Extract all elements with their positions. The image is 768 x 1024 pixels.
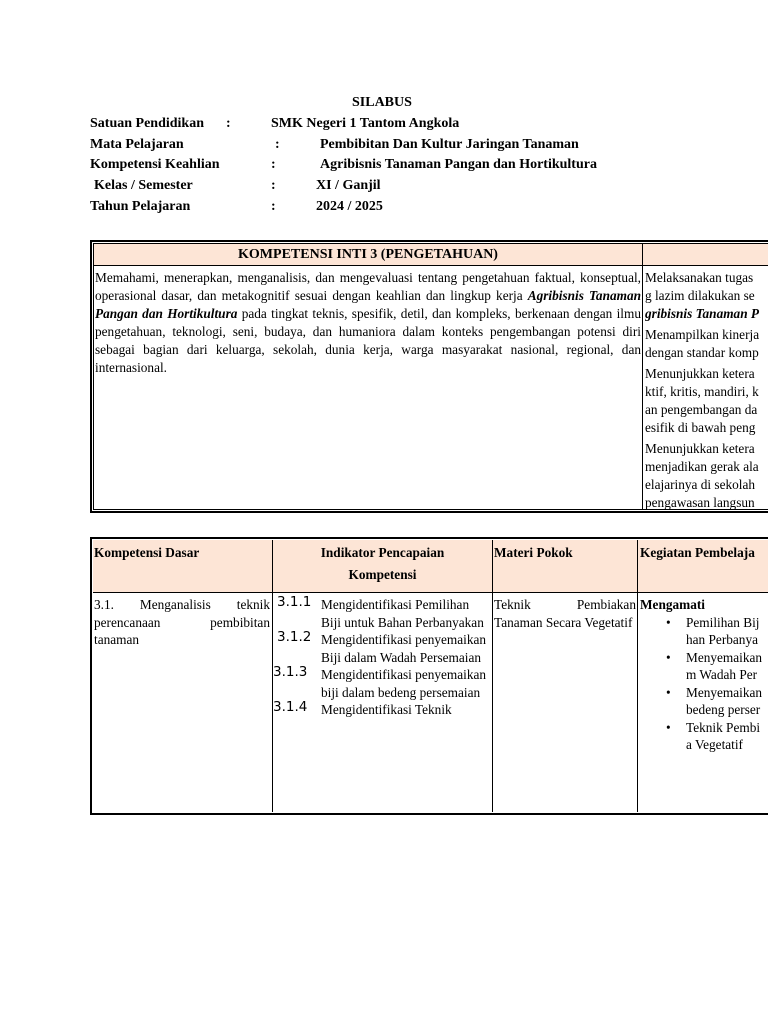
kegiatan-item-line: a Vegetatif: [686, 737, 743, 752]
meta-label: Satuan Pendidikan: [90, 116, 204, 131]
meta-label: Kelas / Semester: [94, 178, 193, 193]
document-title: SILABUS: [352, 95, 412, 110]
kegiatan-title: Mengamati: [640, 597, 705, 612]
ki3-header: [94, 244, 642, 266]
ki4-line: g lazim dilakukan se: [645, 288, 755, 303]
indicator-item: [273, 701, 492, 719]
kegiatan-item-line: bedeng perser: [686, 702, 761, 717]
meta-value: 2024 / 2025: [316, 199, 383, 214]
meta-value: SMK Negeri 1 Tantom Angkola: [271, 116, 460, 131]
kegiatan-item: [686, 719, 768, 754]
kegiatan-list: [658, 614, 768, 754]
meta-sep: :: [271, 199, 276, 214]
meta-sep: :: [226, 116, 231, 131]
ki4-paragraph: [645, 365, 768, 437]
ki4-header: [643, 244, 768, 266]
ki4-line-emphasis: gribisnis Tanaman P: [645, 306, 760, 321]
indicator-number: 3.1.2: [277, 629, 312, 645]
ki4-paragraph: [645, 326, 768, 362]
kd-cell-materi: Teknik Pembiakan Tanaman Secara Vegetatif: [494, 597, 636, 630]
indicator-item: [273, 631, 492, 666]
meta-label: Tahun Pelajaran: [90, 199, 191, 214]
meta-sep: :: [275, 137, 280, 152]
kegiatan-item-line: m Wadah Per: [686, 667, 758, 682]
kd-cell-kompetensi-dasar: 3.1. Menganalisis teknik perencanaan pembibitan tanaman: [94, 597, 270, 647]
kegiatan-item: [686, 684, 768, 719]
ki4-line: elajarinya di sekolah: [645, 477, 756, 492]
kd-header-indikator: [273, 542, 492, 586]
ki-column-divider: [642, 244, 643, 509]
ki4-body: [645, 269, 768, 515]
kd-cell-kegiatan: [640, 596, 768, 754]
kegiatan-item-line: Pemilihan Bij: [686, 614, 760, 630]
ki4-line: an pengembangan da: [645, 402, 758, 417]
meta-sep: :: [271, 178, 276, 193]
ki4-line: Menunjukkan ketera: [645, 366, 755, 381]
kegiatan-item-line: han Perbanya: [686, 632, 758, 647]
ki4-line: menjadikan gerak ala: [645, 459, 759, 474]
kd-cell-indikator: [273, 596, 492, 719]
ki3-text-b: pada tingkat teknis, spesifik, detil, dan kompleks, berkenaan dengan ilmu pengetahuan, teknologi, seni, budaya, dan humaniora dalam konteks pengembangan potensi diri sebagai bagian dari keluarga, sekolah, dunia kerja, warga masyarakat nasional, regional, dan internasional.: [95, 306, 641, 375]
indicator-item: [273, 596, 492, 631]
ki4-line: esifik di bawah peng: [645, 420, 756, 435]
indicator-number: 3.1.3: [273, 664, 308, 680]
kd-header-kegiatan: Kegiatan Pembelaja: [640, 545, 755, 560]
kd-column-divider: [492, 540, 493, 812]
ki3-text-a: Memahami, menerapkan, menganalisis, dan mengevaluasi tentang pengetahuan faktual, konseptual, operasional dasar, dan metakognitif sesuai dengan keahlian dan lingkup kerja: [95, 270, 641, 303]
ki4-line: Menunjukkan ketera: [645, 441, 755, 456]
kegiatan-item-line: Menyemaikan: [686, 649, 763, 665]
kegiatan-item-line: Menyemaikan: [686, 684, 763, 700]
meta-value: XI / Ganjil: [316, 178, 381, 193]
ki4-paragraph: [645, 269, 768, 323]
kd-header-indikator-line2: Kompetensi: [348, 567, 417, 582]
ki4-line: Melaksanakan tugas: [645, 270, 754, 285]
kd-header-indikator-line1: Indikator Pencapaian: [320, 545, 445, 560]
ki4-line: Menampilkan kinerja: [645, 327, 760, 342]
kegiatan-item: [686, 614, 768, 649]
kompetensi-dasar-table: [90, 537, 768, 815]
indicator-text: Mengidentifikasi penyemaikan biji dalam bedeng persemaian: [321, 667, 487, 700]
indicator-number: 3.1.1: [277, 594, 312, 610]
ki4-line: dengan standar komp: [645, 345, 759, 360]
ki4-line: pengawasan langsun: [645, 495, 755, 510]
indicator-text: Mengidentifikasi Teknik: [321, 702, 452, 717]
meta-value: Pembibitan Dan Kultur Jaringan Tanaman: [320, 137, 579, 152]
meta-sep: :: [271, 157, 276, 172]
ki4-line: ktif, kritis, mandiri, k: [645, 384, 759, 399]
kompetensi-inti-table: [90, 240, 768, 513]
ki4-paragraph: [645, 440, 768, 512]
meta-label: Mata Pelajaran: [90, 137, 184, 152]
kd-header-kompetensi-dasar: Kompetensi Dasar: [94, 545, 200, 560]
kd-column-divider: [637, 540, 638, 812]
meta-value: Agribisnis Tanaman Pangan dan Hortikultura: [320, 157, 597, 172]
kd-header-materi: Materi Pokok: [494, 545, 573, 560]
ki3-header-label: KOMPETENSI INTI 3 (PENGETAHUAN): [238, 247, 498, 262]
indicator-number: 3.1.4: [273, 699, 308, 715]
indicator-text: Mengidentifikasi penyemaikan Biji dalam Wadah Persemaian: [321, 632, 487, 665]
ki3-body: [95, 269, 641, 377]
meta-label: Kompetensi Keahlian: [90, 157, 220, 172]
kegiatan-item-line: Teknik Pembi: [686, 719, 761, 735]
indicator-item: [273, 666, 492, 701]
kegiatan-item: [686, 649, 768, 684]
indicator-text: Mengidentifikasi Pemilihan Biji untuk Bahan Perbanyakan: [321, 597, 484, 630]
ki3-text-emphasis: Agribisnis Tanaman Pangan dan Hortikultura: [95, 288, 641, 321]
